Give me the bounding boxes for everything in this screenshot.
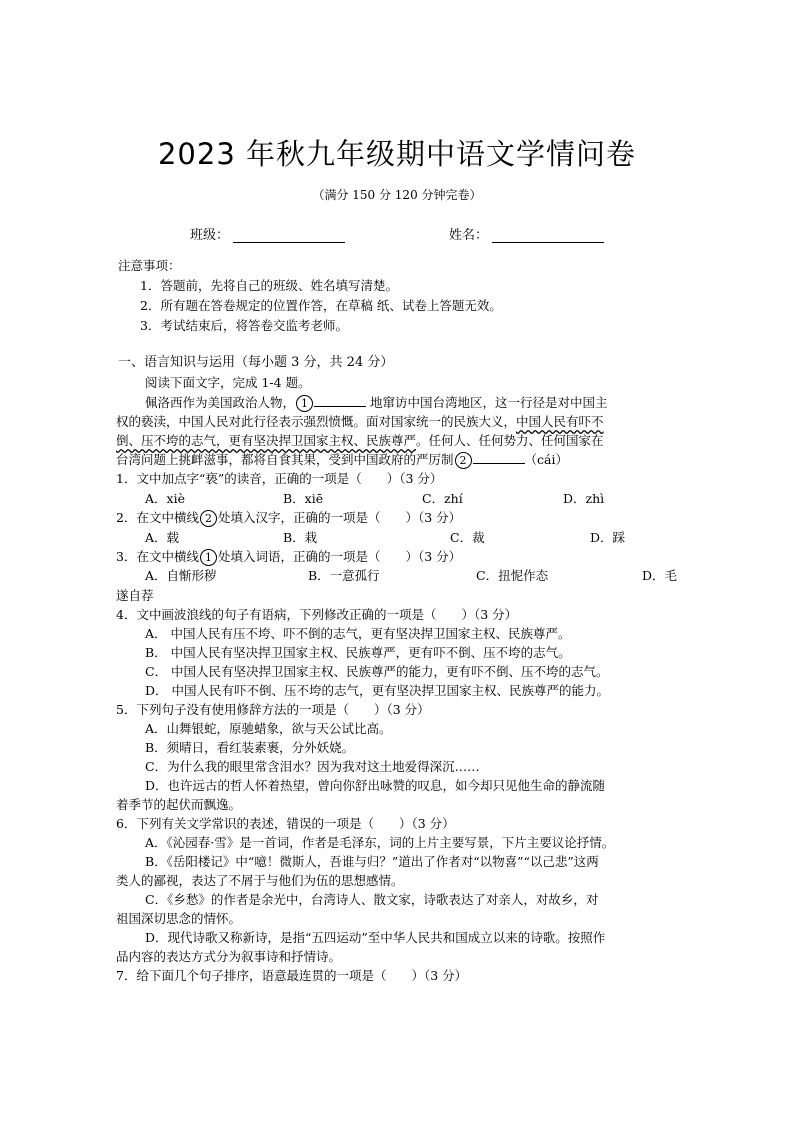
- q2-option-d[interactable]: D．踩: [590, 530, 626, 545]
- question-6-stem: 6．下列有关文学常识的表述，错误的一项是（ ）（3 分）: [116, 816, 455, 831]
- q3-option-d-wrap: 遂自荐: [116, 588, 154, 603]
- question-4-stem: 4．文中画波浪线的句子有语病，下列修改正确的一项是（ ）（3 分）: [116, 607, 518, 622]
- q1-option-c[interactable]: C．zhí: [422, 491, 463, 506]
- name-label: 姓名：: [449, 228, 489, 243]
- answer-blank-1[interactable]: [314, 394, 366, 407]
- q5-option-a[interactable]: A．山舞银蛇，原驰蜡象，欲与天公试比高。: [145, 721, 392, 736]
- passage-line: 权的亵渎，中国人民对此行径表示强烈愤慨。面对国家统一的民族大义，中国人民有吓不: [116, 414, 604, 429]
- q4-option-c[interactable]: C． 中国人民有坚决捍卫国家主权、民族尊严的能力，更有吓不倒、压不垮的志气。: [145, 664, 609, 679]
- q5-option-d-wrap: 着季节的起伏而飘逸。: [116, 797, 242, 812]
- q6-option-d[interactable]: D．现代诗歌又称新诗，是指“五四运动”至中华人民共和国成立以来的诗歌。按照作: [145, 930, 606, 945]
- passage-line: 倒、压不垮的志气，更有坚决捍卫国家主权、民族尊严。任何人、任何势力、任何国家在: [116, 433, 604, 448]
- circled-number-1: 1: [296, 395, 313, 412]
- q3-option-a[interactable]: A．自惭形秽: [145, 568, 217, 583]
- q6-option-c-wrap: 祖国深切思念的情怀。: [116, 911, 242, 926]
- q4-option-d[interactable]: D． 中国人民有吓不倒、压不垮的志气，更有坚决捍卫国家主权、民族尊严的能力。: [145, 683, 609, 698]
- q3-option-c[interactable]: C．扭怩作态: [476, 568, 549, 583]
- q2-option-b[interactable]: B．栽: [283, 530, 318, 545]
- q6-option-b[interactable]: B．《岳阳楼记》中“噫！微斯人，吾谁与归？”道出了作者对“以物喜”“以己悲”这两: [145, 854, 599, 869]
- q6-option-b-wrap: 类人的鄙视，表达了不屑于与他们为伍的思想感情。: [116, 873, 404, 888]
- q3-option-b[interactable]: B．一意孤行: [308, 568, 380, 583]
- q6-option-d-wrap: 品内容的表达方式分为叙事诗和抒情诗。: [116, 949, 342, 964]
- circled-number-1: 1: [200, 549, 217, 566]
- circled-number-2: 2: [455, 452, 472, 469]
- passage-line: 台湾问题上挑衅滋事，都将自食其果，受到中国政府的严厉制 2 （cái）: [116, 452, 568, 467]
- class-blank[interactable]: [233, 230, 345, 243]
- question-7-stem: 7．给下面几个句子排序，语意最连贯的一项是（ ）（3 分）: [116, 968, 468, 983]
- q6-option-a[interactable]: A．《沁园春·雪》是一首词，作者是毛泽东，词的上片主要写景，下片主要议论抒情。: [145, 835, 615, 850]
- note-item: 1．答题前，先将自己的班级、姓名填写清楚。: [140, 278, 398, 293]
- class-label: 班级：: [190, 228, 230, 243]
- question-3-stem: 3．在文中横线 1 处填入词语，正确的一项是（ ）（3 分）: [116, 549, 462, 564]
- question-1-stem: 1．文中加点字“亵”的读音，正确的一项是（ ）（3 分）: [116, 471, 443, 486]
- note-item: 2．所有题在答卷规定的位置作答，在草稿 纸、试卷上答题无效。: [140, 298, 502, 313]
- note-item: 3．考试结束后，将答卷交监考老师。: [140, 318, 348, 333]
- q2-option-a[interactable]: A．载: [145, 530, 180, 545]
- exam-subtitle: （满分 150 分 120 分钟完卷）: [312, 188, 482, 202]
- name-blank[interactable]: [492, 230, 604, 243]
- q4-option-b[interactable]: B． 中国人民有坚决捍卫国家主权、民族尊严，更有吓不倒、压不垮的志气。: [145, 645, 571, 660]
- q1-option-b[interactable]: B．xiē: [283, 491, 324, 506]
- wavy-underlined-sentence: 倒、压不垮的志气，更有坚决捍卫国家主权、民族尊严: [116, 433, 417, 448]
- answer-blank-2[interactable]: [473, 451, 525, 464]
- class-field[interactable]: [190, 224, 345, 243]
- q4-option-a[interactable]: A． 中国人民有压不垮、吓不倒的志气，更有坚决捍卫国家主权、民族尊严。: [145, 626, 571, 641]
- passage-line: 佩洛西作为美国政治人物， 1 地窜访中国台湾地区，这一行径是对中国主: [145, 395, 608, 410]
- q1-option-a[interactable]: A．xiè: [145, 491, 185, 506]
- q2-option-c[interactable]: C．裁: [450, 530, 485, 545]
- q5-option-c[interactable]: C．为什么我的眼里常含泪水？因为我对这土地爱得深沉……: [145, 759, 480, 774]
- question-5-stem: 5．下列句子没有使用修辞方法的一项是（ ）（3 分）: [116, 702, 430, 717]
- section-heading: 一、语言知识与运用（每小题 3 分，共 24 分）: [118, 355, 394, 370]
- q3-option-d[interactable]: D．毛: [642, 568, 678, 583]
- q5-option-b[interactable]: B．须晴日，看红装素裹，分外妖娆。: [145, 740, 355, 755]
- section-intro: 阅读下面文字，完成 1-4 题。: [145, 375, 311, 390]
- exam-title: 2023 年秋九年级期中语文学情问卷: [157, 137, 637, 171]
- q1-option-d[interactable]: D．zhì: [563, 491, 605, 506]
- wavy-underlined-sentence: 中国人民有吓不: [516, 414, 604, 429]
- q6-option-c[interactable]: C．《乡愁》的作者是余光中，台湾诗人、散文家，诗歌表达了对亲人，对故乡，对: [145, 892, 599, 907]
- question-2-stem: 2．在文中横线 2 处填入汉字，正确的一项是（ ）（3 分）: [116, 510, 462, 525]
- q5-option-d[interactable]: D．也许远古的哲人怀着热望，曾向你舒出咏赞的叹息，如今却只见他生命的静流随: [145, 778, 606, 793]
- circled-number-2: 2: [200, 510, 217, 527]
- name-field[interactable]: [449, 224, 604, 243]
- notes-heading: 注意事项：: [118, 258, 181, 273]
